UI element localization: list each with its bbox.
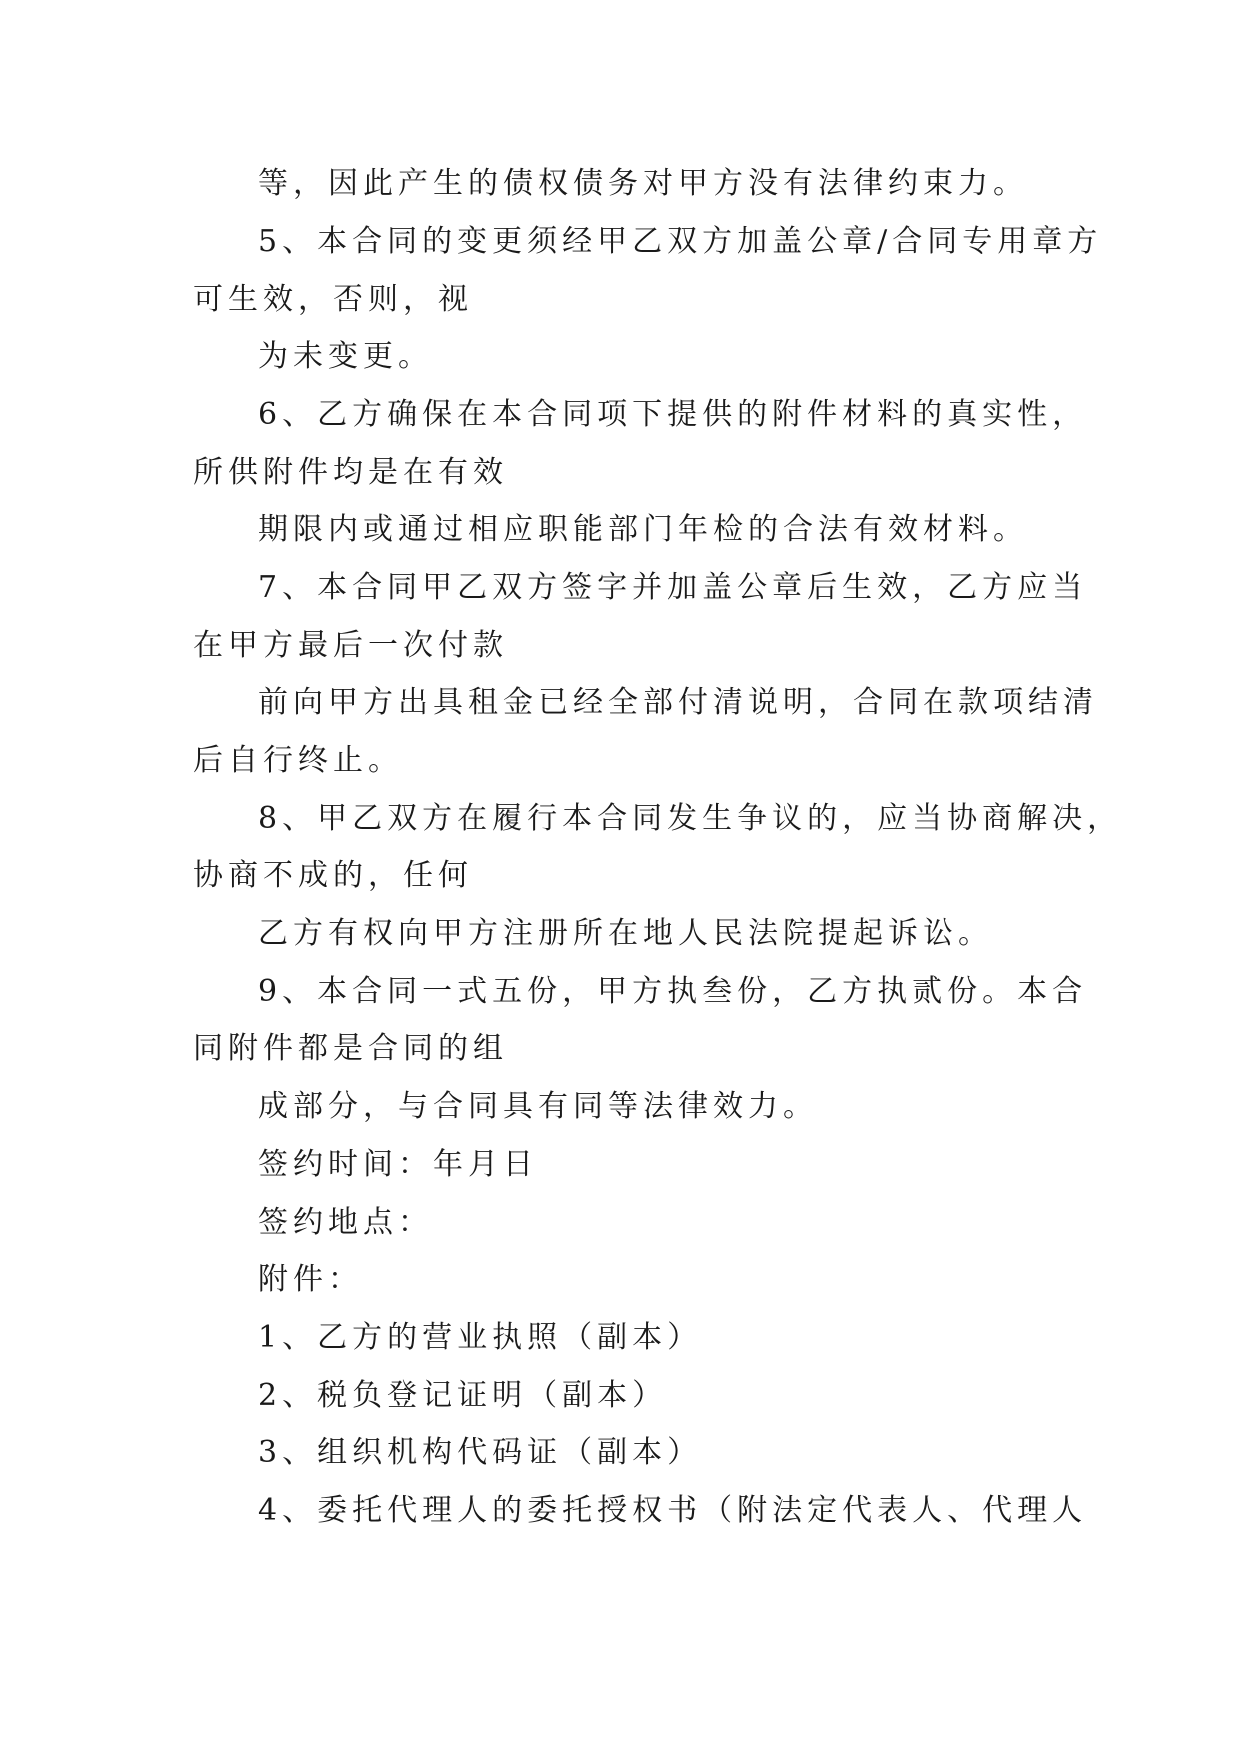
clause-6-line-1: 6、乙方确保在本合同项下提供的附件材料的真实性， (258, 397, 1088, 432)
attachments-heading: 附件： (258, 1262, 363, 1297)
clause-9-line-3: 成部分，与合同具有同等法律效力。 (258, 1089, 818, 1124)
clause-7-line-4: 后自行终止。 (193, 743, 403, 778)
clause-8-line-2: 协商不成的，任何 (193, 858, 473, 893)
clause-8-line-1: 8、甲乙双方在履行本合同发生争议的，应当协商解决， (258, 801, 1123, 836)
attachment-item: 2、税负登记证明（副本） (258, 1378, 668, 1413)
clause-6-line-3: 期限内或通过相应职能部门年检的合法有效材料。 (258, 512, 1028, 547)
text-line: 等，因此产生的债权债务对甲方没有法律约束力。 (258, 166, 1028, 201)
attachment-item: 1、乙方的营业执照（副本） (258, 1320, 703, 1355)
clause-9-line-1: 9、本合同一式五份，甲方执叁份，乙方执贰份。本合 (258, 974, 1088, 1009)
clause-5-line-3: 为未变更。 (258, 339, 433, 374)
clause-6-line-2: 所供附件均是在有效 (193, 455, 508, 490)
signing-date: 签约时间：年月日 (258, 1147, 538, 1182)
attachment-item: 4、委托代理人的委托授权书（附法定代表人、代理人 (258, 1493, 1088, 1528)
clause-7-line-3: 前向甲方出具租金已经全部付清说明，合同在款项结清 (258, 685, 1098, 720)
clause-9-line-2: 同附件都是合同的组 (193, 1031, 508, 1066)
clause-5-line-1: 5、本合同的变更须经甲乙双方加盖公章/合同专用章方 (258, 224, 1103, 259)
clause-5-line-2: 可生效，否则，视 (193, 282, 473, 317)
clause-7-line-2: 在甲方最后一次付款 (193, 628, 508, 663)
signing-place: 签约地点： (258, 1205, 433, 1240)
clause-7-line-1: 7、本合同甲乙双方签字并加盖公章后生效，乙方应当 (258, 570, 1088, 605)
attachment-item: 3、组织机构代码证（副本） (258, 1435, 703, 1470)
clause-8-line-3: 乙方有权向甲方注册所在地人民法院提起诉讼。 (258, 916, 993, 951)
